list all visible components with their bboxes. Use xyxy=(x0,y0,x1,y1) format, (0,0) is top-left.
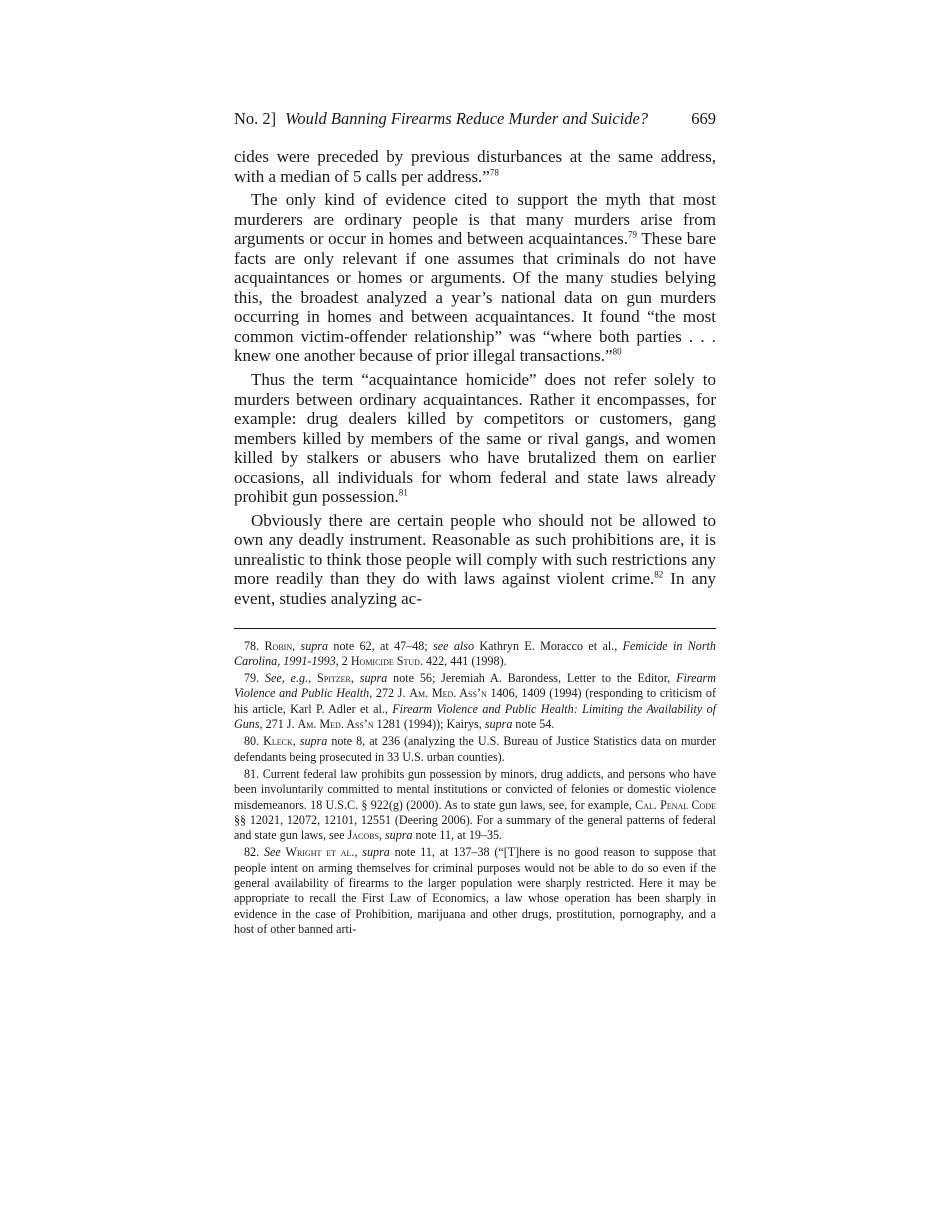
footnote-82: 82. See Wright et al., supra note 11, at 137–38 (“[T]here is no good reason to suppose that people intent on arming themselves for criminal purposes would not be able to do so even if the general availability of firearms to the larger population were sharply restricted. Here it may be appropriate to recall the First Law of Economics, a law whose operation has been sharply in evidence in the case of Prohibition, marijuana and other drugs, prostitution, pornography, and a host of other banned arti- xyxy=(234,845,717,936)
footnote-ref-81[interactable]: 81 xyxy=(398,487,408,498)
footnote-ref-79[interactable]: 79 xyxy=(627,229,637,240)
footnote-81: 81. Current federal law prohibits gun possession by minors, drug addicts, and persons who have been involuntarily committed to mental institutions or convicted of felonies or domestic violence misdemeanors. 18 U.S.C. § 922(g) (2000). As to state gun laws, see, for example, Cal. Penal Code §§ 12021, 12072, 12101, 12551 (Deering 2006). For a summary of the general patterns of federal and state gun laws, see Jacobs, supra note 11, at 19–35. xyxy=(234,766,716,843)
article-title: Would Banning Firearms Reduce Murder and Suicide? xyxy=(285,109,649,128)
paragraph-1: cides were preceded by previous disturbances at the same address, with a median of 5 calls per address.”$^{78}$ xyxy=(234,147,716,186)
page xyxy=(234,108,716,939)
footnote-79: 79. See, e.g., Spitzer, supra note 56; Jeremiah A. Barondess, Letter to the Editor, Firearm Violence and Public Health, 272 J. Am. Med. Ass’n 1406, 1409 (1994) (responding to criticism of his article, Karl P. Adler et al., Firearm Violence and Public Health: Limiting the Availability of Guns, 271 J. Am. Med. Ass’n 1281 (1994)); Kairys, supra note 54. xyxy=(234,671,717,732)
footnote-ref-80[interactable]: 80 xyxy=(612,346,622,357)
paragraph-4: Obviously there are certain people who should not be allowed to own any deadly instrument. Reasonable as such prohibitions are, it is unrealistic to think those people will comply with such restrictions any more readily than they do with laws against violent crime.$^{82}$ In any event, studies analyzing ac- xyxy=(234,510,716,609)
page-number: 669 xyxy=(691,109,716,128)
paragraph-2: The only kind of evidence cited to support the myth that most murderers are ordinary people is that many murders arise from arguments or occur in homes and between acquaintances.$^{79}$ These bare facts are only relevant if one assumes that criminals do not have acquaintances or homes or arguments. Of the many studies belying this, the broadest analyzed a year’s national data on gun murders occurring in homes and between acquaintances. It found “the most common victim-offender relationship” was “where both parties . . . knew one another because of prior illegal transactions.”$^{80}$ xyxy=(234,190,716,366)
footnote-ref-78[interactable]: 78 xyxy=(489,166,499,177)
footnote-78: 78. Robin, supra note 62, at 47–48; see also Kathryn E. Moracco et al., Femicide in North Carolina, 1991-1993, 2 Homicide Stud. 422, 441 (1998). xyxy=(234,638,716,668)
footnotes xyxy=(234,639,716,938)
running-head xyxy=(234,108,716,130)
footnote-80: 80. Kleck, supra note 8, at 236 (analyzing the U.S. Bureau of Justice Statistics data on murder defendants being prosecuted in 33 U.S. urban counties). xyxy=(234,734,717,764)
footnote-ref-82[interactable]: 82 xyxy=(654,569,664,580)
issue-label: No. 2] xyxy=(234,109,277,128)
footnote-divider xyxy=(234,628,716,629)
paragraph-3: Thus the term “acquaintance homicide” does not refer solely to murders between ordinary acquaintances. Rather it encompasses, for example: drug dealers killed by competitors or customers, gang members killed by members of the same or rival gangs, and women killed by stalkers or abusers who have brutalized them on earlier occasions, all individuals for whom federal and state laws already prohibit gun possession.$^{81}$ xyxy=(234,370,716,507)
body-text xyxy=(234,147,716,609)
